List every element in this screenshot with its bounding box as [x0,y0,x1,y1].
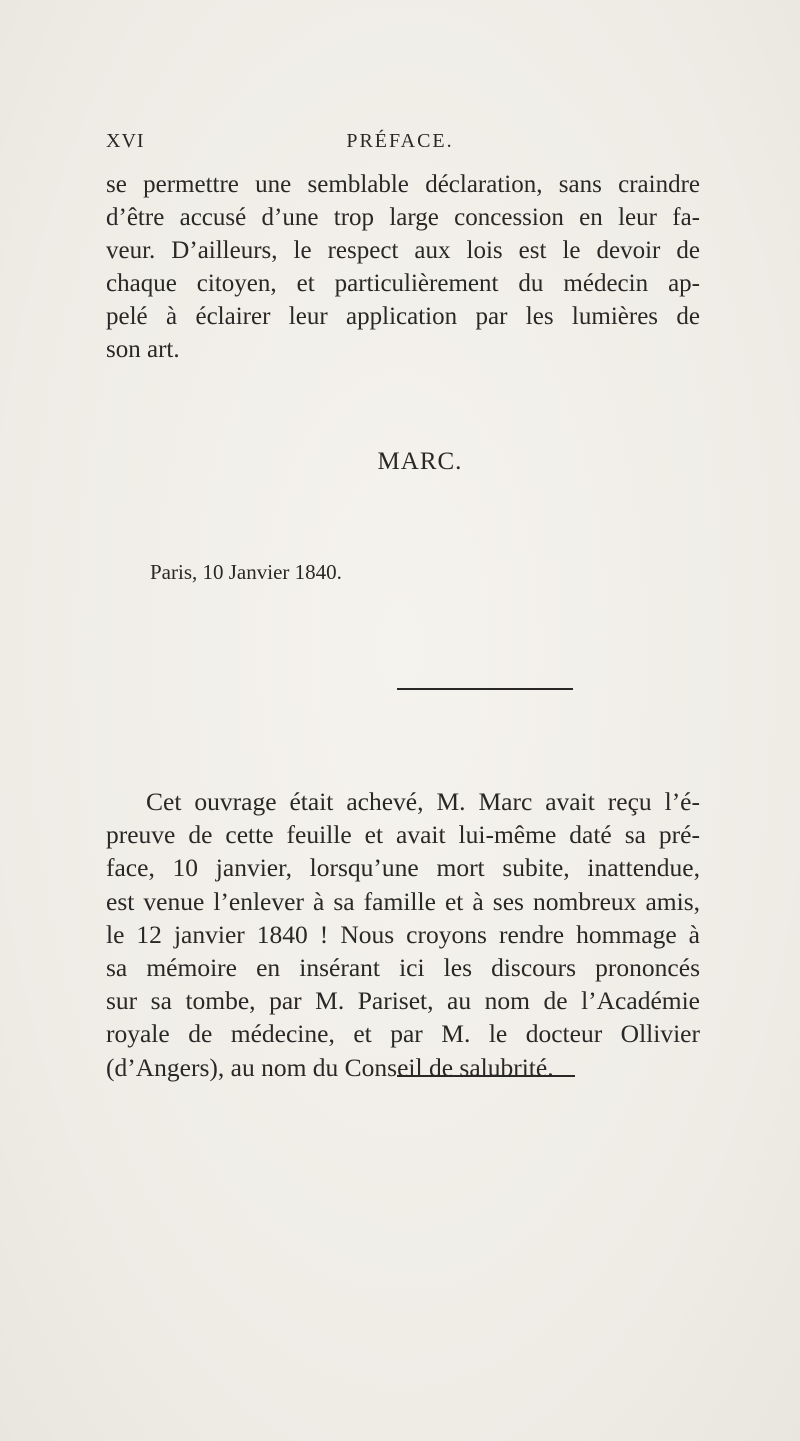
text-line: Cet ouvrage était achevé, M. Marc avait reçu l’é- [146,787,700,816]
text-line: veur. D’ailleurs, le respect aux lois est le devoir de [106,237,700,264]
running-title: PRÉFACE. [346,130,454,152]
text-line: est venue l’enlever à sa famille et à ses nombreux amis, [106,886,700,916]
text-line: d’être accusé d’une trop large concession en leur fa- [106,204,700,231]
page-number: XVI [106,130,145,152]
text-line: royale de médecine, et par M. le docteur Ollivier [106,1019,700,1049]
text-line: sur sa tombe, par M. Pariset, au nom de l’Académie [106,986,700,1016]
text-line: le 12 janvier 1840 ! Nous croyons rendre hommage à [106,919,700,949]
text-line: preuve de cette feuille et avait lui-même daté sa pré- [106,820,700,850]
place-and-date: Paris, 10 Janvier 1840. [150,560,342,584]
running-head [0,130,800,160]
preface-closing-paragraph [106,168,700,366]
text-line: (d’Angers), au nom du Conseil de salubrité. [106,1052,554,1082]
end-divider [397,1075,575,1077]
text-line: chaque citoyen, et particulièrement du médecin ap- [106,270,700,297]
text-line: face, 10 janvier, lorsqu’une mort subite, inattendue, [106,853,700,883]
text-line: sa mémoire en insérant ici les discours prononcés [106,952,700,982]
text-line: se permettre une semblable déclaration, sans craindre [106,171,700,198]
editor-note-paragraph [106,785,700,1084]
text-line: pelé à éclairer leur application par les lumières de [106,303,700,330]
text-line: son art. [106,336,180,363]
section-divider [397,688,573,690]
author-signature: MARC. [377,448,463,475]
